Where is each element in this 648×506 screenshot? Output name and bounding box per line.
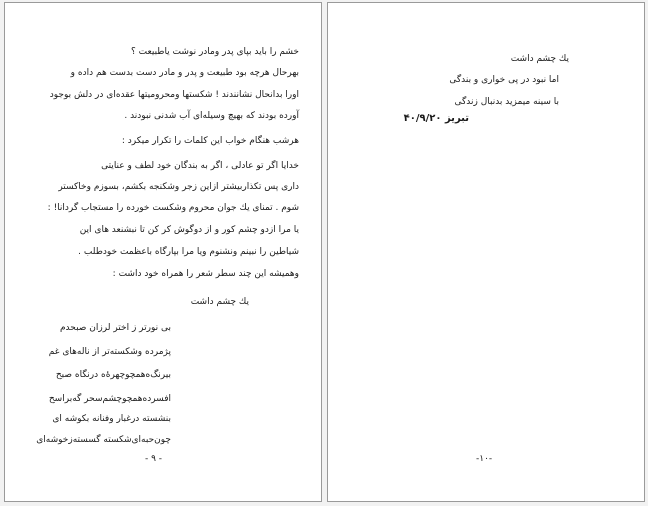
verse-line: بی نورتر ز اختر لرزان صبحدم	[59, 323, 171, 333]
verse-line: چون‌حبه‌ای‌شکسته گسسته‌زخوشه‌ای	[36, 435, 171, 445]
poem-line: یك چشم داشت	[510, 54, 569, 64]
verse-line: افسرده‌همچوچشم‌سحر گه‌براسح	[48, 394, 171, 404]
poem-line: با سینه میمزید بدنبال زندگی	[454, 97, 559, 107]
page-number-right: -۱۰-	[476, 454, 493, 464]
paragraph-line: بهرحال هرچه بود طبیعت و پدر و مادر دست بدست هم داده و	[70, 68, 299, 78]
paragraph-line: داری پس تکذاربیشتر ازاین زجر وشکنجه بکشم، بسوزم وخاکستر	[58, 182, 299, 192]
right-page	[327, 2, 645, 502]
verse-line: پژمرده وشکسته‌تر از ناله‌های غم	[48, 347, 171, 357]
paragraph-line: آورده بودند که بهیچ وسیله‌ای آب شدنی نبودند .	[124, 111, 299, 121]
paragraph-line: شیاطین را نبینم ونشنوم ویا مرا بپارگاه باعظمت خودطلب .	[78, 247, 299, 257]
poem-title: یك چشم داشت	[190, 297, 249, 307]
poem-date: تبریز ۴۰/۹/۲۰	[403, 113, 469, 124]
paragraph-line: خدایا اگر تو عادلی ، اگر به بندگان خود لطف و عنایتی	[101, 161, 299, 171]
page-number-left: - ۹ -	[145, 454, 163, 464]
paragraph-line: شوم . تمنای یك جوان محروم وشکست خورده را مستجاب گردانا! :	[47, 203, 299, 213]
paragraph-line: اورا بدانحال نشانندند ! شکستها ومحرومیتها عقده‌ای در دلش بوجود	[49, 90, 299, 100]
poem-line: اما نبود در پی خواری و بندگی	[449, 75, 559, 85]
paragraph-line: هرشب هنگام خواب این کلمات را تکرار میکرد :	[121, 136, 299, 146]
paragraph-line: یا مرا ازدو چشم کور و از دوگوش کر کن تا نبشنعد های این	[79, 225, 299, 235]
verse-line: بیرنگ‌ه‌همچوچهرهٔ‌ه درنگاه صبح	[55, 370, 171, 380]
paragraph-line: وهمیشه این چند سطر شعر را همراه خود داشت :	[112, 269, 299, 279]
verse-line: بنشسته درغبار وفنانه بکوشه ای	[52, 414, 171, 424]
paragraph-line: خشم را باید بپای پدر ومادر نوشت یاطبیعت ؟	[131, 47, 299, 57]
left-page	[4, 2, 322, 502]
